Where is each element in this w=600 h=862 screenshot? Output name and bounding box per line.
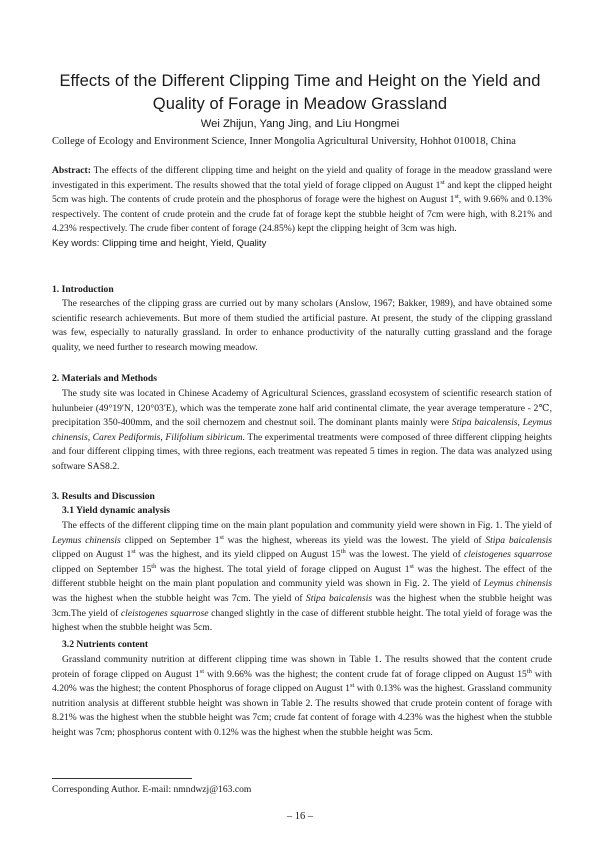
affiliation: College of Ecology and Environment Science, Inner Mongolia Agricultural University, Hohhot 010018, China bbox=[52, 136, 516, 147]
keywords-line bbox=[52, 237, 552, 252]
species-list: Stipa baicalensis, Leymus chinensis, Carex Pediformis, Filifolium sibiricum bbox=[52, 417, 552, 443]
title-line-2: Quality of Forage in Meadow Grassland bbox=[152, 95, 448, 113]
title-line-1: Effects of the Different Clipping Time and Height on the Yield and bbox=[59, 72, 541, 90]
nutrients-body bbox=[52, 653, 552, 741]
abstract-label: Abstract: bbox=[52, 165, 91, 176]
author-list: Wei Zhijun, Yang Jing, and Liu Hongmei bbox=[200, 118, 400, 130]
introduction-body bbox=[52, 297, 552, 355]
yield-paragraph: The effects of the different clipping time on the main plant population and community yield were shown in Fig. 1. The yield of Leymus chinensis clipped on September 1st was the highest, whereas its yield was the lowest. The yield of Stipa baicalensis clipped on August 1st was the highest, and its yield clipped on August 15th was the lowest. The yield of cleistogenes squarrose clipped on September 15th was the highest. The total yield of forage clipped on August 1st was the highest. The effect of the different stubble height on the main plant population and community yield was shown in Fig. 2. The yield of Leymus chinensis was the highest when the stubble height was 7cm. The yield of Stipa baicalensis was the highest when the stubble height was 3cm.The yield of cleistogenes squarrose changed slightly in the case of different stubble height. The total yield of forage was the highest when the stubble height was 5cm. bbox=[52, 520, 553, 634]
subsection-heading-yield: 3.1 Yield dynamic analysis bbox=[62, 505, 171, 516]
subsection-heading-nutrients: 3.2 Nutrients content bbox=[62, 639, 149, 650]
methods-paragraph: The study site was located in Chinese Academy of Agricultural Sciences, grassland ecosystem of scientific research station of hulunbeier (49°19′N, 120°03′E), which was the temperate zone half arid continental climate, the year average temperature - 2℃, precipitation 350-400mm, and the soil chernozem and chestnut soil. The dominant plants mainly were Stipa baicalensis, Leymus chinensis, Carex Pediformis, Filifolium sibiricum. The experimental treatments were composed of three different clipping heights and four different clipping times, with three regions, each treatment was repeated 5 times in region. The data was analyzed using software SAS8.2. bbox=[52, 388, 552, 472]
keywords-label: Key words: bbox=[52, 237, 100, 249]
abstract-block bbox=[52, 164, 552, 252]
keywords-text: Clipping time and height, Yield, Quality bbox=[99, 237, 267, 249]
page-number: – 16 – bbox=[286, 811, 314, 822]
introduction-paragraph: The researches of the clipping grass are curried out by many scholars (Anslow, 1967; Bakker, 1989), and have obtained some scientific research achievements. But more of them studied the artificial pasture. At present, the study of the clipping grassland was few, especially to naturally grassland. In order to enhance productivity of the naturally cutting grassland and the forage quality, we need further to research mowing meadow. bbox=[52, 298, 552, 353]
nutrients-paragraph: Grassland community nutrition at different clipping time was shown in Table 1. The results showed that the content crude protein of forage clipped on August 1st with 9.66% was the highest; the content crude fat of forage clipped on August 15th with 4.20% was the highest; the content Phosphorus of forage clipped on August 1st with 0.13% was the highest. Grassland community nutrition analysis at different stubble height was shown in Table 2. The results showed that crude protein content of forage with 8.21% was the highest when the stubble height was 7cm; crude fat content of forage with 4.23% was the highest when the stubble height was 7cm; phosphorus content with 0.12% was the highest when the stubble height was 5cm. bbox=[52, 654, 552, 738]
footnote-divider bbox=[52, 778, 192, 779]
methods-body bbox=[52, 387, 552, 475]
section-heading-results: 3. Results and Discussion bbox=[52, 491, 155, 502]
corresponding-author-footnote: Corresponding Author. E-mail: nmndwzj@163.com bbox=[52, 784, 252, 795]
paper-title bbox=[30, 70, 570, 116]
section-heading-introduction: 1. Introduction bbox=[52, 284, 114, 295]
section-heading-methods: 2. Materials and Methods bbox=[52, 373, 157, 384]
yield-body bbox=[52, 519, 552, 636]
abstract-paragraph: Abstract: The effects of the different clipping time and height on the yield and quality of forage in the meadow grassland were investigated in this experiment. The results showed that the total yield of forage clipped on August 1st and kept the clipped height 5cm was high. The contents of crude protein and the phosphorus of forage were the highest on August 1st, with 9.66% and 0.13% respectively. The content of crude protein and the crude fat of forage kept the stubble height of 7cm were high, with 8.21% and 4.23% respectively. The crude fiber content of forage (24.85%) kept the clipping height of 3cm was high. bbox=[52, 165, 552, 235]
